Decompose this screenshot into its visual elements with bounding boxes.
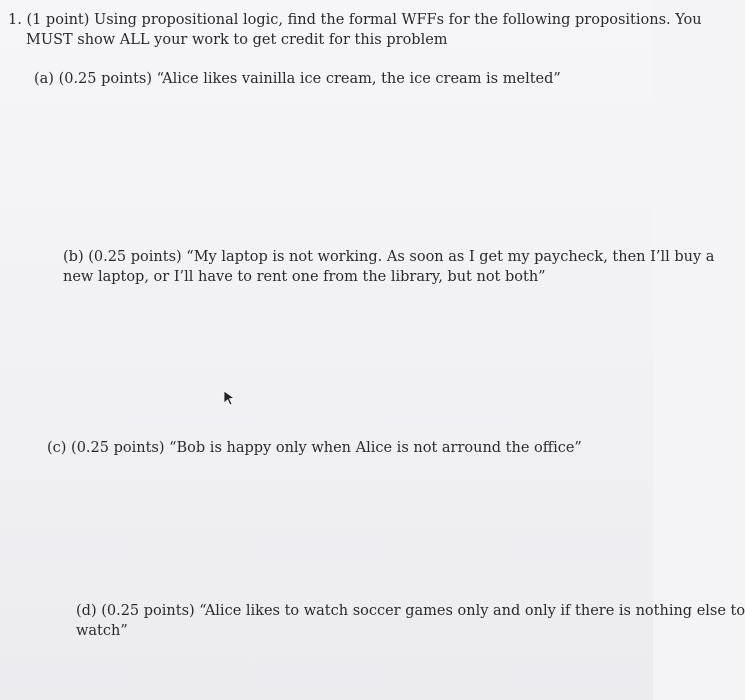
part-b-line-1: (b) (0.25 points) “My laptop is not working. As soon as I get my paycheck, then I’ll buy a — [63, 249, 715, 265]
part-c — [47, 438, 582, 458]
part-d — [51, 601, 745, 641]
part-b — [38, 247, 714, 287]
question-prompt — [8, 10, 702, 50]
part-c-line-1: (c) (0.25 points) “Bob is happy only when Alice is not arround the office” — [47, 440, 582, 456]
part-d-line-1: (d) (0.25 points) “Alice likes to watch soccer games only and only if there is nothing else to — [76, 603, 745, 619]
part-a — [34, 69, 561, 89]
part-a-line-1: (a) (0.25 points) “Alice likes vainilla ice cream, the ice cream is melted” — [34, 71, 561, 87]
question-line-2: MUST show ALL your work to get credit for this problem — [26, 32, 448, 48]
part-d-line-2: watch” — [76, 623, 128, 639]
part-b-line-2: new laptop, or I’ll have to rent one from the library, but not both” — [63, 269, 546, 285]
arrow-pointer-icon — [222, 390, 236, 406]
question-line-1: 1. (1 point) Using propositional logic, find the formal WFFs for the following propositions. You — [8, 12, 702, 28]
